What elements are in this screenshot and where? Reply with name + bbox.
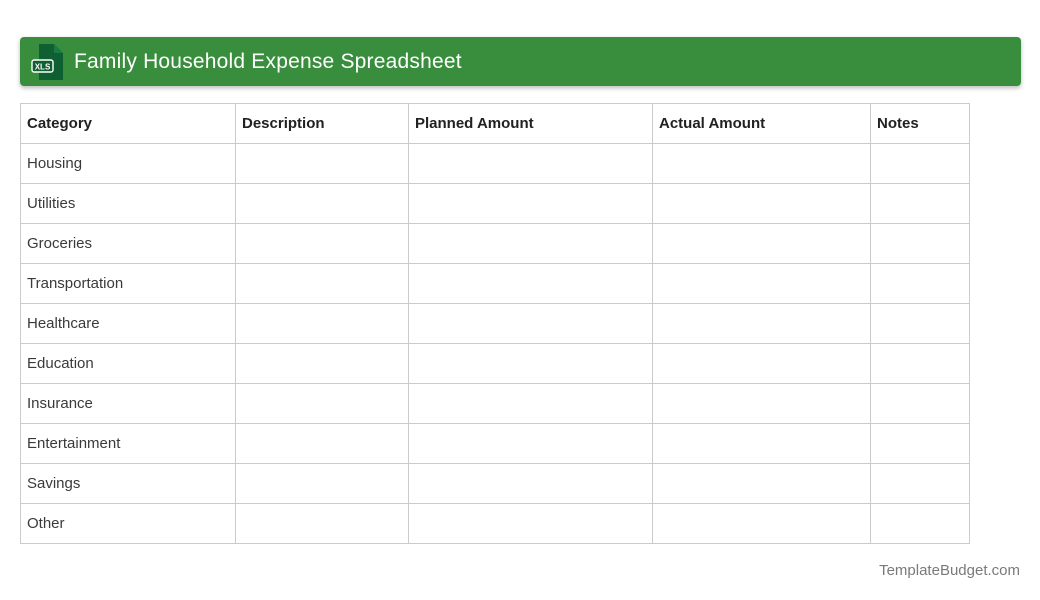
cell-actual <box>653 264 871 304</box>
cell-description <box>236 344 409 384</box>
cell-actual <box>653 304 871 344</box>
folded-corner <box>54 44 63 53</box>
cell-description <box>236 504 409 544</box>
cell-actual <box>653 384 871 424</box>
cell-notes <box>871 464 970 504</box>
cell-actual <box>653 504 871 544</box>
cell-category: Utilities <box>21 184 236 224</box>
cell-category: Healthcare <box>21 304 236 344</box>
cell-planned <box>409 384 653 424</box>
cell-actual <box>653 144 871 184</box>
cell-planned <box>409 464 653 504</box>
column-header-actual-amount: Actual Amount <box>653 104 871 144</box>
cell-notes <box>871 224 970 264</box>
cell-category: Savings <box>21 464 236 504</box>
cell-actual <box>653 424 871 464</box>
cell-description <box>236 424 409 464</box>
table-row <box>21 264 970 304</box>
cell-notes <box>871 344 970 384</box>
cell-description <box>236 144 409 184</box>
cell-notes <box>871 424 970 464</box>
table-row <box>21 504 970 544</box>
table-row <box>21 184 970 224</box>
site-credit: TemplateBudget.com <box>879 562 1020 579</box>
cell-description <box>236 384 409 424</box>
cell-category: Other <box>21 504 236 544</box>
cell-planned <box>409 224 653 264</box>
column-header-category: Category <box>21 104 236 144</box>
cell-description <box>236 264 409 304</box>
cell-planned <box>409 504 653 544</box>
table-row <box>21 424 970 464</box>
cell-planned <box>409 144 653 184</box>
expense-table <box>20 103 970 544</box>
cell-planned <box>409 264 653 304</box>
table-header-row <box>21 104 970 144</box>
xls-badge-label: XLS <box>34 62 51 71</box>
cell-category: Insurance <box>21 384 236 424</box>
table-row <box>21 464 970 504</box>
cell-description <box>236 464 409 504</box>
cell-planned <box>409 424 653 464</box>
table-row <box>21 344 970 384</box>
cell-notes <box>871 184 970 224</box>
cell-category: Education <box>21 344 236 384</box>
cell-category: Groceries <box>21 224 236 264</box>
table-row <box>21 304 970 344</box>
cell-planned <box>409 184 653 224</box>
cell-actual <box>653 224 871 264</box>
cell-notes <box>871 504 970 544</box>
column-header-notes: Notes <box>871 104 970 144</box>
cell-planned <box>409 344 653 384</box>
cell-notes <box>871 304 970 344</box>
page-title: Family Household Expense Spreadsheet <box>74 49 462 73</box>
cell-planned <box>409 304 653 344</box>
cell-notes <box>871 144 970 184</box>
cell-notes <box>871 264 970 304</box>
column-header-planned-amount: Planned Amount <box>409 104 653 144</box>
table-row <box>21 224 970 264</box>
cell-description <box>236 224 409 264</box>
title-bar <box>20 37 1021 86</box>
cell-category: Entertainment <box>21 424 236 464</box>
column-header-description: Description <box>236 104 409 144</box>
cell-description <box>236 304 409 344</box>
cell-actual <box>653 464 871 504</box>
table-row <box>21 384 970 424</box>
xls-file-icon <box>31 43 65 81</box>
cell-description <box>236 184 409 224</box>
table-row <box>21 144 970 184</box>
cell-actual <box>653 344 871 384</box>
cell-actual <box>653 184 871 224</box>
cell-category: Transportation <box>21 264 236 304</box>
cell-category: Housing <box>21 144 236 184</box>
cell-notes <box>871 384 970 424</box>
